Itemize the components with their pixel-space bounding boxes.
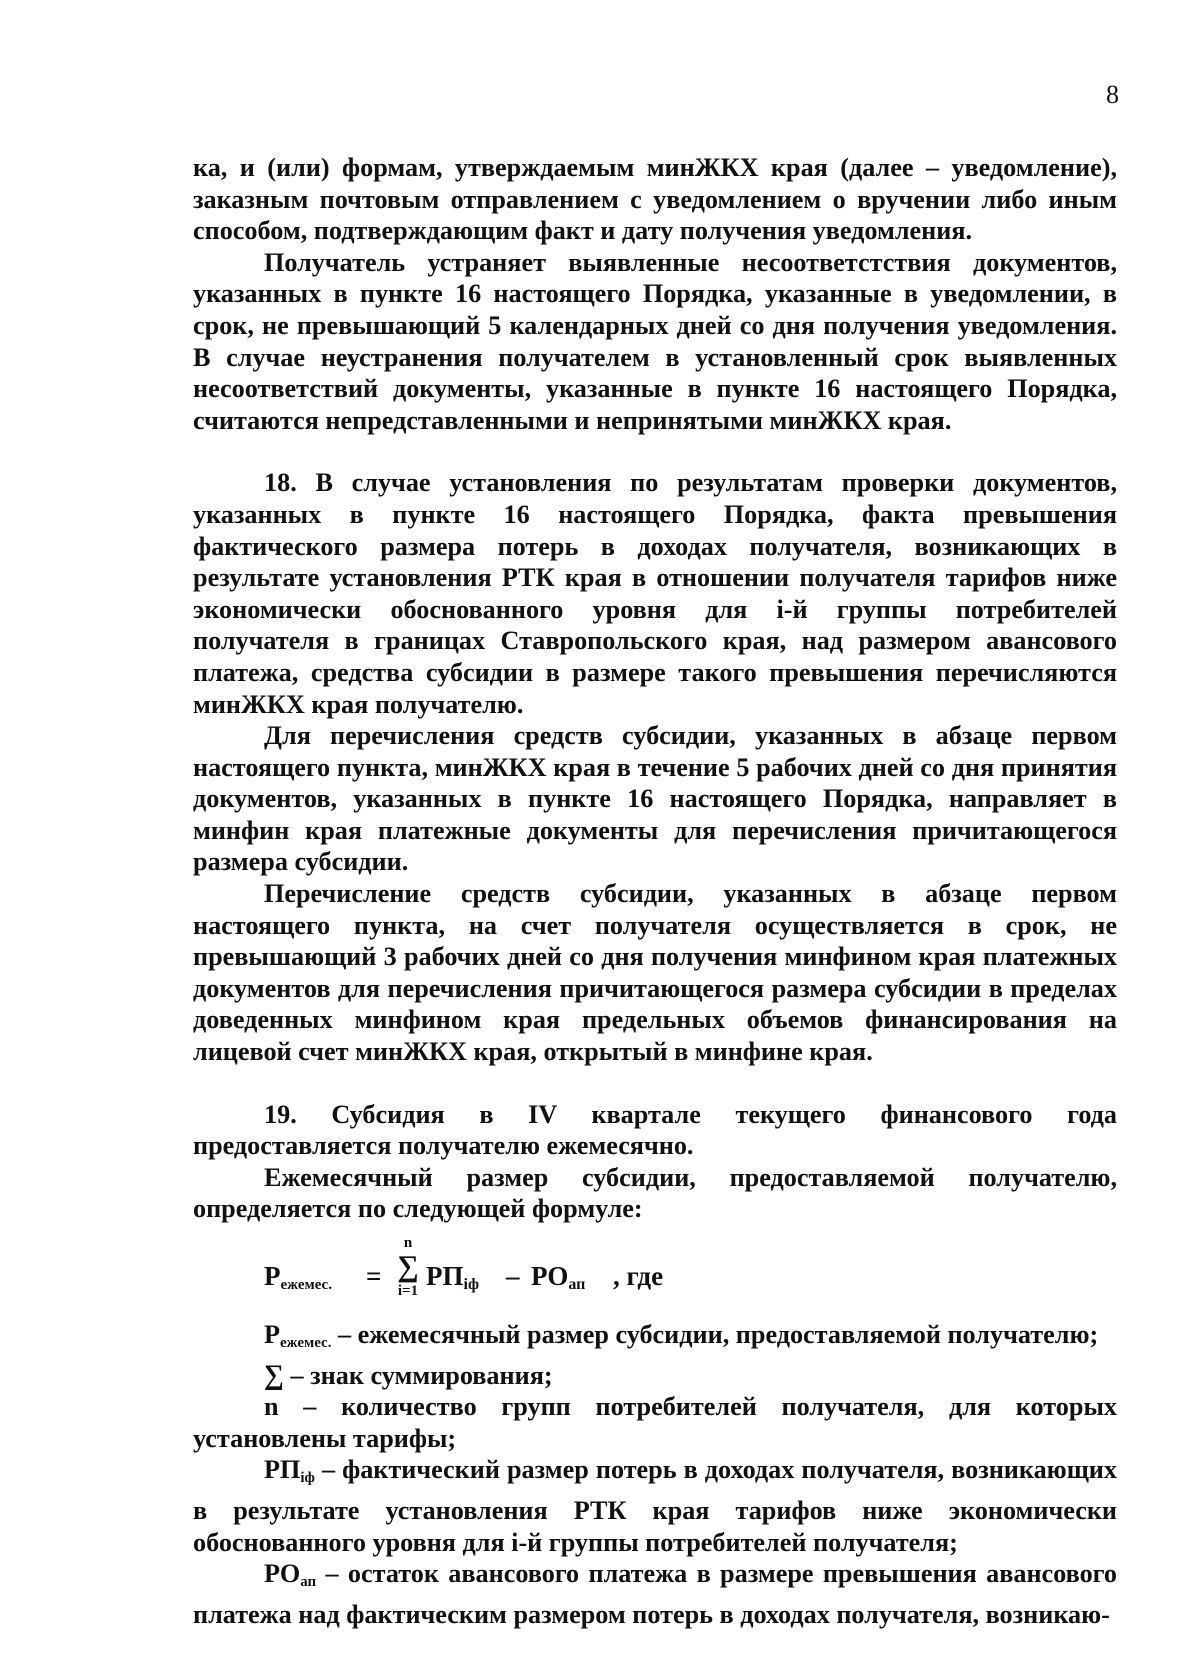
definition-item: $РО_{ап}$ – остаток авансового платежа в размере превышения авансового платежа над фактическим размером потерь в доходах получателя, возникаю-	[193, 1559, 1117, 1629]
formula-minus: –	[506, 1261, 520, 1291]
definition-item: $Р_{ежемес.}$ – ежемесячный размер субсидии, предоставляемой получателю;	[264, 1320, 1099, 1351]
paragraph-continuation: ка, и (или) формам, утверждаемым минЖКХ края (далее – уведомление), заказным почтовым отправлением с уведомлением о вручении либо иным способом, подтверждающим факт и дату получения уведомления.	[193, 153, 1117, 246]
definition-item: ∑ – знак суммирования;	[264, 1359, 553, 1391]
paragraph-18-transfer: Для перечисления средств субсидии, указанных в абзаце первом настоящего пункта, минЖКХ края в течение 5 рабочих дней со дня принятия документов, указанных в пункте 16 настоящего Порядка, направляет в минфин края платежные документы для перечисления причитающегося размера субсидии.	[193, 721, 1117, 877]
formula-definitions	[193, 1319, 1117, 1630]
sum-lower-limit: i=1	[397, 1283, 419, 1299]
paragraph-18-account: Перечисление средств субсидии, указанных в абзаце первом настоящего пункта, на счет получателя осуществляется в срок, не превышающий 3 рабочих дней со дня получения минфином края платежных документов для перечисления причитающегося размера субсидии в пределах доведенных минфином края предельных объемов финансирования на лицевой счет минЖКХ края, открытый в минфине края.	[193, 879, 1117, 1067]
paragraph-18: 18. В случае установления по результатам проверки документов, указанных в пункте 16 настоящего Порядка, факта превышения фактического размера потерь в доходах получателя, возникающих в результате установления РТК края в отношении получателя тарифов ниже экономически обоснованного уровня для i-й группы потребителей получателя в границах Ставропольского края, над размером авансового платежа, средства субсидии в размере такого превышения перечисляются минЖКХ края получателю.	[193, 468, 1117, 719]
formula-term-rp: $РП_{iф}$	[426, 1261, 480, 1293]
formula-term-po: $РО_{ап}$	[531, 1261, 586, 1293]
paragraph-19: 19. Субсидия в IV квартале текущего финансового года предоставляется получателю ежемесячно.	[193, 1099, 1117, 1161]
definition-item: n – количество групп потребителей получателя, для которых установлены тарифы;	[193, 1392, 1117, 1453]
page-number: 8	[1106, 80, 1119, 109]
formula-lhs: $Р_{ежемес.}$	[264, 1261, 332, 1293]
formula-summation	[393, 1235, 423, 1299]
sum-upper-limit: n	[403, 1235, 413, 1251]
sum-sign: ∑	[397, 1250, 419, 1283]
definition-item: $РП_{iф}$ – фактический размер потерь в доходах получателя, возникающих в результате установления РТК края тарифов ниже экономически обоснованного уровня для i-й группы потребителей получателя;	[193, 1455, 1117, 1557]
paragraph-19-formula-intro: Ежемесячный размер субсидии, предоставляемой получателю, определяется по следующей формуле:	[193, 1162, 1117, 1224]
paragraph-correction: Получатель устраняет выявленные несоответстствия документов, указанных в пункте 16 настоящего Порядка, указанные в уведомлении, в срок, не превышающий 5 календарных дней со дня получения уведомления. В случае неустранения получателем в установленный срок выявленных несоответствий документы, указанные в пункте 16 настоящего Порядка, считаются непредставленными и непринятыми минЖКХ края.	[193, 247, 1117, 435]
formula-equals: =	[366, 1261, 382, 1291]
formula-where: , где	[613, 1261, 664, 1291]
document-body	[193, 152, 1117, 1630]
subsidy-formula	[193, 1229, 1117, 1319]
